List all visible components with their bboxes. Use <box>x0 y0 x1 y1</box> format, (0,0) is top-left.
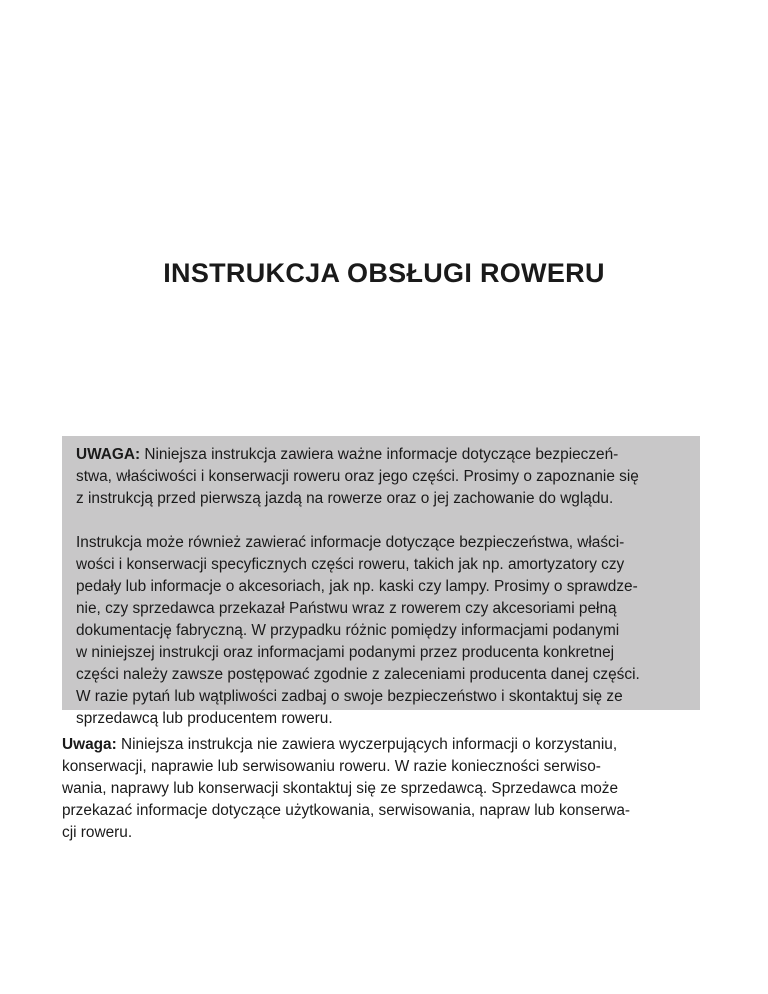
warning-paragraph <box>76 444 686 510</box>
documentation-line: W razie pytań lub wątpliwości zadbaj o swoje bezpieczeństwo i skontaktuj się ze <box>76 688 623 705</box>
documentation-line: w niniejszej instrukcji oraz informacjami podanymi przez producenta konkretnej <box>76 644 615 661</box>
note-line: konserwacji, naprawie lub serwisowaniu roweru. W razie konieczności serwiso- <box>62 758 601 775</box>
warning-notice-box <box>62 436 700 727</box>
warning-line-text: Niniejsza instrukcja zawiera ważne informacje dotyczące bezpieczeń- <box>140 446 619 463</box>
documentation-line: Instrukcja może również zawierać informacje dotyczące bezpieczeństwa, właści- <box>76 534 625 551</box>
warning-line <box>76 444 686 466</box>
warning-line: stwa, właściwości i konserwacji roweru oraz jego części. Prosimy o zapoznanie się <box>76 468 639 485</box>
documentation-line: wości i konserwacji specyficznych części roweru, takich jak np. amortyzatory czy <box>76 556 625 573</box>
documentation-line: nie, czy sprzedawca przekazał Państwu wraz z rowerem czy akcesoriami pełną <box>76 600 617 617</box>
note-line-text: Niniejsza instrukcja nie zawiera wyczerpujących informacji o korzystaniu, <box>116 736 618 753</box>
document-title: INSTRUKCJA OBSŁUGI ROWERU <box>163 258 605 288</box>
documentation-line: pedały lub informacje o akcesoriach, jak np. kaski czy lampy. Prosimy o sprawdze- <box>76 578 638 595</box>
note-section <box>62 734 712 844</box>
note-line: przekazać informacje dotyczące użytkowania, serwisowania, napraw lub konserwa- <box>62 802 631 819</box>
note-line <box>62 734 712 756</box>
warning-line: z instrukcją przed pierwszą jazdą na rowerze oraz o jej zachowanie do wglądu. <box>76 490 614 507</box>
documentation-line: dokumentację fabryczną. W przypadku różnic pomiędzy informacjami podanymi <box>76 622 620 639</box>
note-lead: Uwaga: <box>62 736 117 753</box>
documentation-paragraph <box>76 532 686 730</box>
paragraph-spacer <box>76 510 686 532</box>
documentation-line: sprzedawcą lub producentem roweru. <box>76 710 333 727</box>
documentation-line: części należy zawsze postępować zgodnie z zaleceniami producenta danej części. <box>76 666 640 683</box>
note-line: cji roweru. <box>62 824 133 841</box>
note-paragraph <box>62 734 712 844</box>
note-line: wania, naprawy lub konserwacji skontaktuj się ze sprzedawcą. Sprzedawca może <box>62 780 619 797</box>
warning-lead: UWAGA: <box>76 446 141 463</box>
